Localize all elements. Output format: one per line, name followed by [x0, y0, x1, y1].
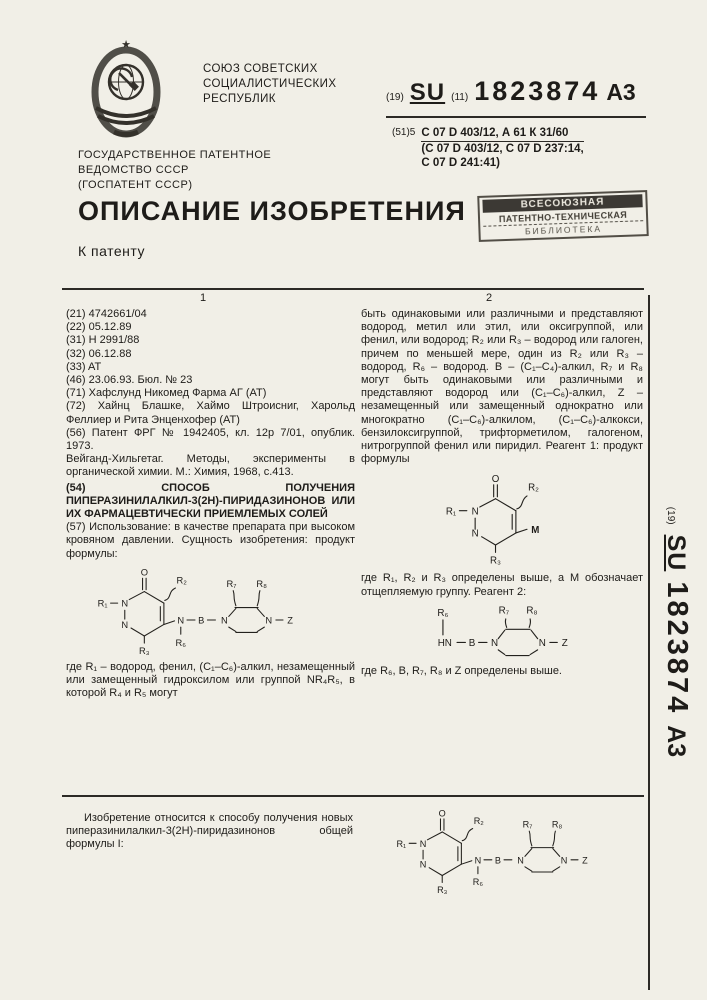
formula-general-I	[371, 806, 643, 898]
ipc-line: С 07 D 241:41)	[421, 157, 500, 169]
formula-label-n: N	[419, 859, 426, 870]
formula-label-o: O	[438, 808, 446, 819]
union-name	[203, 62, 336, 107]
field-56-references: (56) Патент ФРГ № 1942405, кл. 12р 7/01, опублик. 1973.	[66, 426, 355, 453]
formula-label-n: N	[538, 637, 546, 649]
field-33-priority-country: (33) AT	[66, 360, 102, 373]
field-71-applicant: (71) Хафслунд Никомед Фарма АГ (АТ)	[66, 387, 267, 400]
formula-label-r1: R₁	[97, 598, 108, 609]
formula-label-r1: R₁	[395, 838, 406, 849]
publication-number-row	[386, 76, 636, 107]
union-line: РЕСПУБЛИК	[203, 93, 276, 105]
side-kind-code: А3	[662, 725, 690, 758]
patent-number: 1823874	[474, 76, 601, 106]
field-22-filing-date: (22) 05.12.89	[66, 321, 132, 334]
reagent1-caption: где R₁, R₂ и R₃ определены выше, а М обозначает отщепляемую группу. Реагент 2:	[361, 572, 643, 598]
formula-label-z: Z	[561, 637, 568, 649]
formula-label-n: N	[490, 637, 499, 649]
bottom-rule	[62, 795, 644, 797]
union-line: СОЦИАЛИСТИЧЕСКИХ	[203, 78, 337, 90]
svg-text:★: ★	[121, 39, 131, 51]
column-number-1: 1	[200, 292, 207, 304]
ipc-line: С 07 D 403/12, А 61 К 31/60	[421, 126, 583, 142]
formula-label-r8: R₈	[255, 578, 267, 589]
top-rule	[62, 288, 644, 290]
ussr-emblem-icon	[84, 36, 168, 142]
formula-label-n: N	[474, 855, 481, 866]
formula-product	[66, 561, 355, 661]
formula-reagent-1	[361, 466, 643, 572]
stamp-line: ВСЕСОЮЗНАЯ	[482, 194, 642, 213]
formula-label-r2: R₂	[473, 816, 484, 827]
formula-label-r3: R₃	[490, 555, 502, 567]
country-code: SU	[409, 79, 446, 106]
column-number-2: 2	[486, 292, 493, 304]
patent-office	[78, 148, 271, 193]
formula-label-o: O	[491, 474, 500, 486]
column-right	[361, 308, 643, 794]
formula-label-b: B	[197, 615, 204, 626]
formula-label-r7: R₇	[498, 605, 510, 617]
formula-label-r6: R₆	[472, 877, 483, 888]
formula-label-m: M	[531, 525, 540, 537]
formula-label-r8: R₈	[551, 819, 562, 830]
formula-label-r2: R₂	[528, 482, 539, 494]
left-text-continued: где R₁ – водород, фенил, (С₁–С₆)-алкил, незамещенный или замещенный гидроксилом или группой NR₄R₅, в которой R₄ и R₅ могут	[66, 660, 355, 700]
footer-section	[66, 806, 643, 898]
formula-label-r7: R₇	[225, 578, 236, 589]
formula-label-r7: R₇	[522, 819, 532, 830]
ipc-classification	[392, 126, 584, 170]
formula-label-z: Z	[581, 855, 588, 866]
formula-label-n: N	[516, 855, 524, 866]
field-31-priority-number: (31) Н 2991/88	[66, 334, 140, 347]
formula-label-n: N	[264, 615, 272, 626]
chemical-structure-reagent-2	[422, 603, 582, 663]
substituent-description: быть одинаковыми или различными и представляют водород, метил или этил, или оксигруппой, или фенил, или водород; R₂ или R₃ – водород или галоген, причем по меньшей мере, один из R₂ или R₃ – водород, R₆ – водород. В – (С₁–С₄)-алкил, R₇ и R₈ могут быть одинаковыми или различными и представляют водород или (С₁–С₆)-алкил, Z – незамещенный или замещенный однократно или многократно (С₁–С₆)-алкилом, (С₁–С₆)-алкокси, бензилоксигруппой, трифторметилом, галогеном, нитрогруппой фенил или пиридил. Реагент 1: продукт формулы	[361, 308, 643, 466]
ipc-label: (51)5	[392, 127, 416, 138]
formula-label-n: N	[471, 529, 479, 541]
formula-label-r8: R₈	[526, 605, 538, 617]
formula-label-hn: HN	[437, 637, 452, 649]
formula-label-n: N	[419, 838, 426, 849]
formula-label-r6: R₆	[437, 607, 449, 619]
header-divider	[386, 116, 646, 118]
code-11-label: (11)	[451, 92, 469, 103]
side-code-19-label: (19)	[665, 506, 676, 525]
formula-label-b: B	[494, 855, 501, 866]
formula-label-b: B	[468, 637, 476, 649]
code-19-label: (19)	[386, 92, 404, 103]
formula-reagent-2	[361, 599, 643, 665]
formula-label-r3: R₃	[436, 884, 447, 895]
formula-label-r6: R₆	[175, 637, 186, 648]
ipc-line: (С 07 D 403/12, С 07 D 237:14,	[421, 143, 584, 155]
side-patent-id	[653, 465, 693, 799]
stamp-line: БИБЛИОТЕКА	[524, 223, 603, 237]
field-46-publication: (46) 23.06.93. Бюл. № 23	[66, 374, 193, 387]
chemical-structure-product	[91, 565, 331, 659]
formula-label-n: N	[220, 615, 228, 626]
reagent2-caption: где R₆, В, R₇, R₈ и Z определены выше.	[361, 664, 562, 677]
field-32-priority-date: (32) 06.12.88	[66, 347, 132, 360]
chemical-structure-reagent-1	[422, 470, 582, 570]
office-line: (ГОСПАТЕНТ СССР)	[78, 179, 193, 191]
formula-label-z: Z	[286, 615, 293, 626]
field-57-abstract: (57) Использование: в качестве препарата при высоком кровяном давлении. Сущность изобретения: продукт формулы:	[66, 521, 355, 560]
formula-label-r1: R₁	[445, 506, 457, 518]
chemical-structure-general-formula	[390, 806, 625, 898]
union-line: СОЮЗ СОВЕТСКИХ	[203, 63, 318, 75]
reference-continuation: Вейганд-Хильгетаг. Методы, эксперименты в органической химии. М.: Химия, 1968, с.413.	[66, 453, 355, 479]
formula-label-n: N	[176, 615, 184, 626]
document-subtitle: К патенту	[78, 243, 145, 259]
side-patent-number: 1823874	[661, 581, 693, 716]
vertical-divider	[648, 295, 650, 990]
office-line: ГОСУДАРСТВЕННОЕ ПАТЕНТНОЕ	[78, 149, 272, 161]
footer-intro: Изобретение относится к способу получения новых пиперазинилалкил-3(2Н)-пиридазинонов общей формулы I:	[66, 812, 353, 851]
formula-label-n: N	[560, 855, 567, 866]
side-country-code: SU	[662, 534, 690, 572]
field-54-invention-title: (54) СПОСОБ ПОЛУЧЕНИЯ ПИПЕРАЗИНИЛАЛКИЛ-3(2Н)-ПИРИДАЗИНОНОВ ИЛИ ИХ ФАРМАЦЕВТИЧЕСКИ ПРИЕМЛЕМЫХ СОЛЕЙ	[66, 481, 355, 521]
formula-label-o: O	[140, 567, 148, 578]
formula-label-n: N	[120, 598, 128, 609]
column-left	[66, 308, 355, 794]
office-line: ВЕДОМСТВО СССР	[78, 164, 189, 176]
formula-label-r2: R₂	[175, 575, 187, 586]
formula-label-n: N	[120, 619, 128, 630]
field-21-application: (21) 4742661/04	[66, 308, 147, 320]
stamp-line: ПАТЕНТНО-ТЕХНИЧЕСКАЯ	[483, 207, 643, 227]
library-stamp	[477, 190, 649, 242]
document-title: ОПИСАНИЕ ИЗОБРЕТЕНИЯ	[78, 196, 466, 226]
kind-code: А3	[606, 79, 636, 105]
field-72-inventors: (72) Хайнц Блашке, Хаймо Штроисниг, Харольд Феллиер и Рита Энценхофер (АТ)	[66, 400, 355, 426]
formula-label-r3: R₃	[138, 645, 150, 656]
formula-label-n: N	[471, 506, 479, 518]
